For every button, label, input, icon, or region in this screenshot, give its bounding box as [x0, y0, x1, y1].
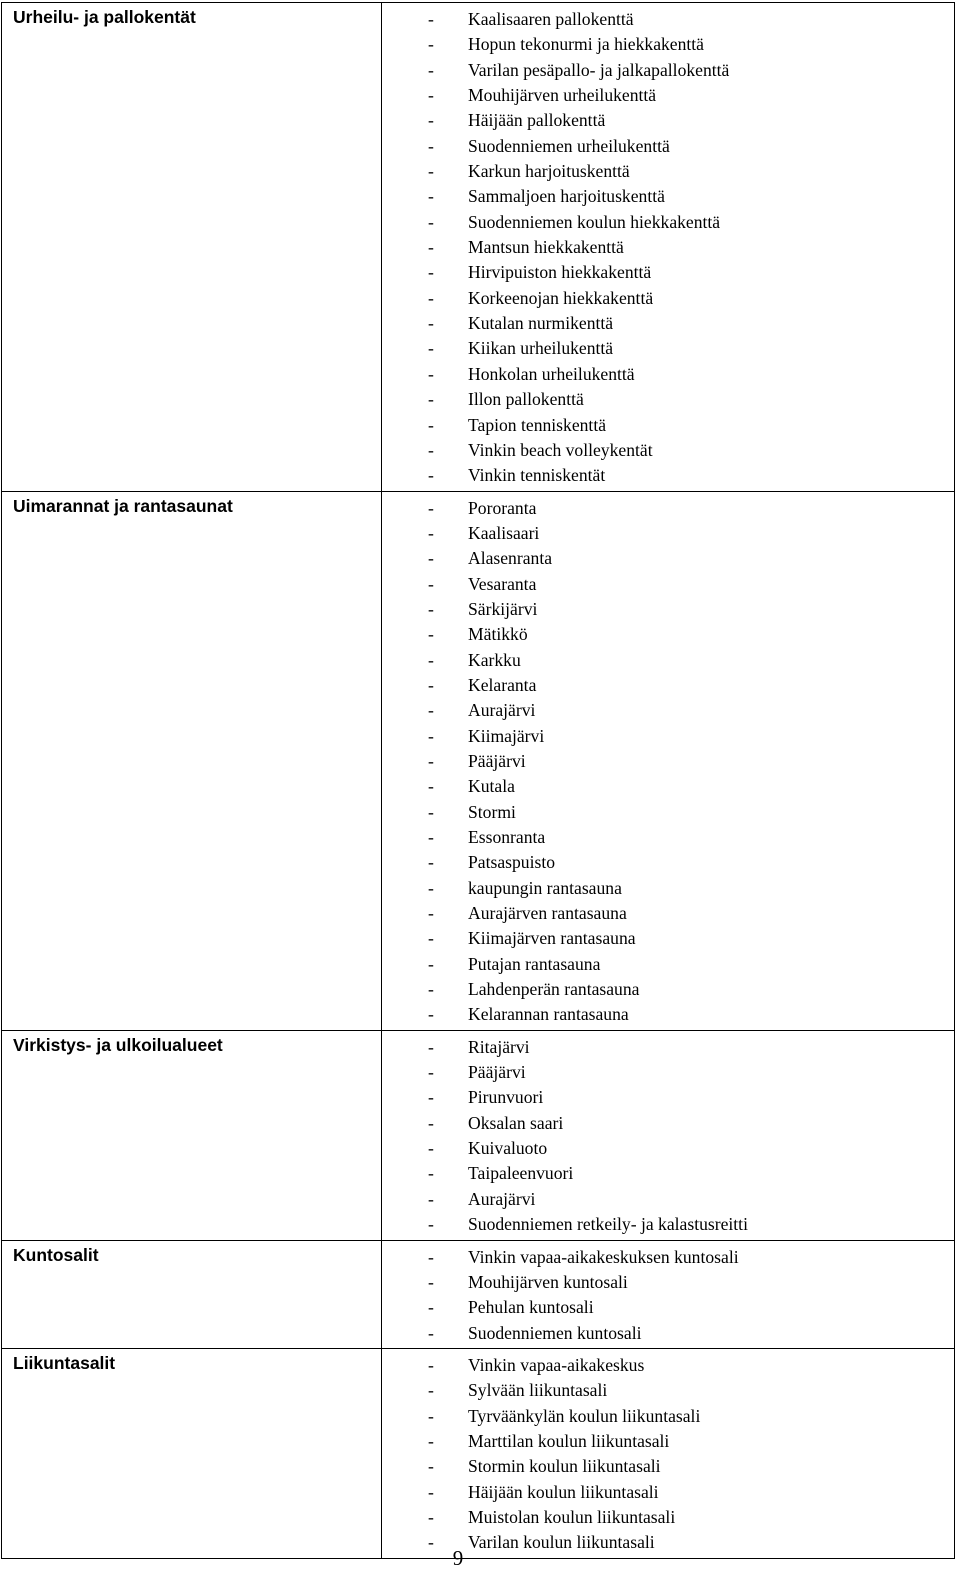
list-bullet: - [428, 59, 434, 80]
list-bullet: - [428, 363, 434, 384]
list-bullet: - [428, 1112, 434, 1133]
list-bullet: - [428, 262, 434, 283]
category-cell [2, 1348, 382, 1558]
list-bullet: - [428, 135, 434, 156]
facility-name: Putajan rantasauna [468, 953, 601, 974]
category-label: Kuntosalit [13, 1244, 99, 1265]
list-item [382, 362, 954, 387]
list-bullet: - [428, 903, 434, 924]
list-bullet: - [428, 110, 434, 131]
facility-list [382, 7, 954, 489]
list-item [382, 1454, 954, 1479]
facility-name: Tapion tenniskenttä [468, 414, 607, 435]
facility-name: Aurajärven rantasauna [468, 903, 627, 924]
list-item [382, 926, 954, 951]
list-item [382, 1161, 954, 1186]
list-item [382, 496, 954, 521]
facility-name: Stormi [468, 801, 516, 822]
list-bullet: - [428, 34, 434, 55]
facility-list [382, 496, 954, 1028]
list-item [382, 210, 954, 235]
facility-name: Patsaspuisto [468, 852, 555, 873]
facility-name: Suodenniemen retkeily- ja kalastusreitti [468, 1214, 748, 1235]
list-item [382, 463, 954, 488]
list-item [382, 260, 954, 285]
table-row [2, 3, 955, 492]
list-bullet: - [428, 548, 434, 569]
list-item [382, 108, 954, 133]
category-label: Liikuntasalit [13, 1352, 116, 1373]
list-item [382, 546, 954, 571]
facility-name: Sammaljoen harjoituskenttä [468, 186, 665, 207]
list-bullet: - [428, 776, 434, 797]
facility-name: Särkijärvi [468, 598, 538, 619]
facility-name: Kaalisaaren pallokenttä [468, 9, 634, 29]
list-bullet: - [428, 1430, 434, 1451]
table-row [2, 1348, 955, 1558]
facility-name: Pirunvuori [468, 1087, 544, 1108]
facility-name: Vinkin beach volleykentät [468, 439, 653, 460]
facility-name: Korkeenojan hiekkakenttä [468, 287, 654, 308]
list-bullet: - [428, 1271, 434, 1292]
list-bullet: - [428, 237, 434, 258]
facility-name: Kelaranta [468, 674, 537, 695]
list-bullet: - [428, 389, 434, 410]
list-bullet: - [428, 1188, 434, 1209]
category-label: Virkistys- ja ulkoilualueet [13, 1034, 223, 1055]
list-bullet: - [428, 1036, 434, 1057]
facility-name: Marttilan koulun liikuntasali [468, 1430, 670, 1451]
category-label: Urheilu- ja pallokentät [13, 7, 196, 27]
list-item [382, 1378, 954, 1403]
facility-name: Pororanta [468, 497, 537, 518]
list-item [382, 648, 954, 673]
list-item [382, 749, 954, 774]
list-item [382, 698, 954, 723]
list-item [382, 825, 954, 850]
table-row [2, 1030, 955, 1240]
list-item [382, 134, 954, 159]
list-bullet: - [428, 1405, 434, 1426]
list-item [382, 1085, 954, 1110]
category-cell [2, 1240, 382, 1348]
list-item [382, 1295, 954, 1320]
list-item [382, 1111, 954, 1136]
list-item [382, 1321, 954, 1346]
list-bullet: - [428, 414, 434, 435]
list-bullet: - [428, 852, 434, 873]
facility-list [382, 1245, 954, 1346]
list-item [382, 800, 954, 825]
list-bullet: - [428, 338, 434, 359]
facility-name: Suodenniemen koulun hiekkakenttä [468, 211, 721, 232]
facility-name: Honkolan urheilukenttä [468, 363, 635, 384]
list-item [382, 159, 954, 184]
list-item [382, 1035, 954, 1060]
list-bullet: - [428, 827, 434, 847]
list-bullet: - [428, 1004, 434, 1025]
list-bullet: - [428, 1214, 434, 1235]
list-item [382, 387, 954, 412]
facility-name: Mätikkö [468, 624, 528, 645]
facility-name: Mouhijärven kuntosali [468, 1271, 628, 1292]
list-item [382, 1002, 954, 1027]
items-cell [382, 3, 955, 492]
list-bullet: - [428, 649, 434, 670]
list-bullet: - [428, 186, 434, 207]
facilities-table [1, 2, 955, 1559]
list-item [382, 673, 954, 698]
list-bullet: - [428, 953, 434, 974]
facility-name: Vinkin vapaa-aikakeskus [468, 1354, 645, 1375]
list-item [382, 977, 954, 1002]
facility-name: Mouhijärven urheilukenttä [468, 85, 657, 106]
facility-name: Muistolan koulun liikuntasali [468, 1506, 676, 1527]
list-bullet: - [428, 700, 434, 721]
list-item [382, 1480, 954, 1505]
facility-name: Kelarannan rantasauna [468, 1004, 629, 1025]
list-item [382, 901, 954, 926]
list-bullet: - [428, 725, 434, 746]
facility-name: Häijään koulun liikuntasali [468, 1481, 659, 1502]
facility-name: Kiimajärvi [468, 725, 545, 746]
facility-name: Pääjärvi [468, 1062, 526, 1083]
list-item [382, 184, 954, 209]
facility-name: Oksalan saari [468, 1112, 564, 1133]
facility-name: Kuivaluoto [468, 1138, 548, 1159]
list-item [382, 235, 954, 260]
list-bullet: - [428, 1354, 434, 1375]
facility-name: Suodenniemen kuntosali [468, 1322, 642, 1343]
list-item [382, 83, 954, 108]
facility-name: Pehulan kuntosali [468, 1297, 594, 1318]
list-bullet: - [428, 1297, 434, 1318]
list-item [382, 1187, 954, 1212]
facility-name: Illon pallokenttä [468, 389, 584, 410]
list-item [382, 7, 954, 32]
list-item [382, 32, 954, 57]
facility-list [382, 1035, 954, 1238]
facility-name: Vesaranta [468, 573, 537, 594]
category-label: Uimarannat ja rantasaunat [13, 495, 233, 516]
list-item [382, 521, 954, 546]
list-item [382, 876, 954, 901]
category-cell [2, 491, 382, 1030]
facility-name: Mantsun hiekkakenttä [468, 237, 624, 258]
list-item [382, 1270, 954, 1295]
table-row [2, 491, 955, 1030]
list-item [382, 1404, 954, 1429]
list-bullet: - [428, 1246, 434, 1267]
facility-name: Aurajärvi [468, 1188, 536, 1209]
list-bullet: - [428, 1163, 434, 1184]
list-bullet: - [428, 287, 434, 308]
list-item [382, 1353, 954, 1378]
list-item [382, 1060, 954, 1085]
facility-name: Häijään pallokenttä [468, 110, 606, 131]
facility-name: Lahdenperän rantasauna [468, 979, 640, 1000]
page-number: 9 [452, 1546, 464, 1570]
list-bullet: - [428, 877, 434, 898]
facility-name: Kutala [468, 776, 515, 797]
facility-name: Aurajärvi [468, 700, 536, 721]
list-item [382, 952, 954, 977]
list-item [382, 597, 954, 622]
facility-list [382, 1353, 954, 1556]
facility-name: Essonranta [468, 827, 546, 847]
facility-name: Kutalan nurmikenttä [468, 313, 614, 334]
list-item [382, 311, 954, 336]
list-bullet: - [428, 1456, 434, 1477]
facility-name: Karkku [468, 649, 521, 670]
facility-name: Vinkin vapaa-aikakeskuksen kuntosali [468, 1246, 739, 1267]
list-bullet: - [428, 1087, 434, 1108]
list-bullet: - [428, 801, 434, 822]
list-item [382, 438, 954, 463]
list-item [382, 1505, 954, 1530]
list-bullet: - [428, 313, 434, 334]
items-cell [382, 1030, 955, 1240]
list-item [382, 724, 954, 749]
items-cell [382, 1240, 955, 1348]
facility-name: Varilan koulun liikuntasali [468, 1532, 655, 1553]
category-cell [2, 1030, 382, 1240]
table-body [2, 3, 955, 1559]
list-bullet: - [428, 1380, 434, 1401]
facility-name: Karkun harjoituskenttä [468, 161, 630, 182]
list-bullet: - [428, 161, 434, 182]
list-bullet: - [428, 573, 434, 594]
list-bullet: - [428, 211, 434, 232]
facility-name: Kaalisaari [468, 522, 540, 543]
list-item [382, 774, 954, 799]
list-bullet: - [428, 1481, 434, 1502]
list-bullet: - [428, 497, 434, 518]
list-bullet: - [428, 439, 434, 460]
list-bullet: - [428, 624, 434, 645]
list-bullet: - [428, 1322, 434, 1343]
facility-name: Ritajärvi [468, 1036, 530, 1057]
list-bullet: - [428, 750, 434, 771]
list-bullet: - [428, 522, 434, 543]
list-bullet: - [428, 598, 434, 619]
items-cell [382, 491, 955, 1030]
facility-name: Pääjärvi [468, 750, 526, 771]
list-item [382, 1429, 954, 1454]
list-bullet: - [428, 465, 434, 486]
facility-name: Kiikan urheilukenttä [468, 338, 614, 359]
list-bullet: - [428, 1062, 434, 1083]
facility-name: Varilan pesäpallo- ja jalkapallokenttä [468, 59, 730, 80]
facility-name: Tyrväänkylän koulun liikuntasali [468, 1405, 701, 1426]
facility-name: kaupungin rantasauna [468, 877, 622, 898]
list-bullet: - [428, 1506, 434, 1527]
list-item [382, 58, 954, 83]
facility-name: Suodenniemen urheilukenttä [468, 135, 670, 156]
facility-name: Sylvään liikuntasali [468, 1380, 608, 1401]
list-bullet: - [428, 674, 434, 695]
list-bullet: - [428, 979, 434, 1000]
list-item [382, 286, 954, 311]
list-item [382, 1212, 954, 1237]
facility-name: Vinkin tenniskentät [468, 465, 606, 486]
facility-name: Alasenranta [468, 548, 553, 569]
facility-name: Hirvipuiston hiekkakenttä [468, 262, 652, 283]
list-item [382, 1245, 954, 1270]
list-item [382, 572, 954, 597]
list-item [382, 336, 954, 361]
list-item [382, 622, 954, 647]
items-cell [382, 1348, 955, 1558]
list-item [382, 850, 954, 875]
list-item [382, 1136, 954, 1161]
facility-name: Kiimajärven rantasauna [468, 928, 636, 949]
list-bullet: - [428, 928, 434, 949]
list-bullet: - [428, 1138, 434, 1159]
facility-name: Stormin koulun liikuntasali [468, 1456, 661, 1477]
list-bullet: - [428, 9, 434, 29]
category-cell [2, 3, 382, 492]
list-item [382, 413, 954, 438]
list-bullet: - [428, 1532, 434, 1553]
table-row [2, 1240, 955, 1348]
facility-name: Hopun tekonurmi ja hiekkakenttä [468, 34, 704, 55]
list-bullet: - [428, 85, 434, 106]
facility-name: Taipaleenvuori [468, 1163, 574, 1184]
